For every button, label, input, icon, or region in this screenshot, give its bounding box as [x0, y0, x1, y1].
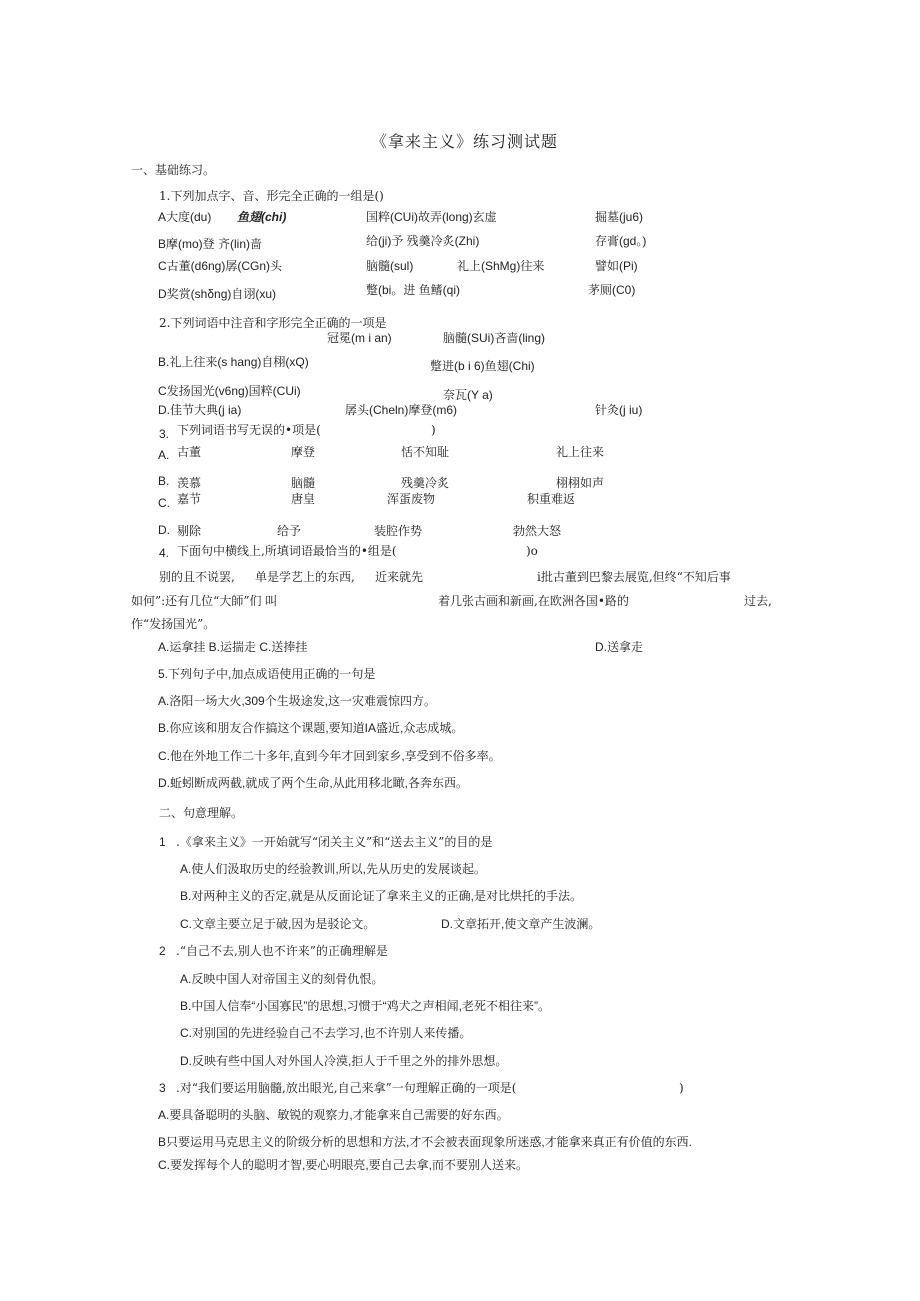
q4-passage-2b: 着几张古画和新画,在欧洲各国•路的 — [438, 594, 629, 608]
q3-option-a-word3: 恬不知耻 — [401, 445, 450, 459]
s2-q3-stem: .对“我们要运用脑髓,放出眼光,自己来拿”一句理解正确的一项是( — [176, 1081, 517, 1095]
q3-option-b-word4: 栩栩如声 — [556, 476, 605, 490]
q1-option-a-word: 鱼翅(chi) — [237, 210, 287, 224]
s2-q3-option-c: C.要发挥每个人的聪明才智,要心明眼亮,要自己去拿,而不要别人送来。 — [158, 1158, 529, 1172]
s2-q3-option-b: B只要运用马克思主义的阶级分析的思想和方法,才不会被表面现象所迷惑,才能拿来真正有价值的东西. — [158, 1135, 693, 1149]
q3-option-c-label: C. — [158, 496, 170, 510]
q1-option-d-word3: 茅厕(C0) — [588, 283, 636, 297]
s2-q2-stem: .“自己不去,别人也不许来”的正确理解是 — [176, 944, 388, 958]
q3-stem: 下列词语书写无误的•项是( — [177, 423, 321, 437]
s2-q3-option-a: A.要具备聪明的头脑、敏锐的观察力,才能拿来自己需要的好东西。 — [158, 1108, 509, 1122]
q3-option-d-word4: 勃然大怒 — [513, 524, 562, 538]
q3-option-c-word1: 嘉节 — [177, 492, 202, 506]
q2-option-d-word2: 孱头(Cheln)摩登(m6) — [345, 403, 458, 417]
q2-stem: 2.下列词语中注音和字形完全正确的一项是 — [159, 316, 387, 330]
q1-option-a: A大度(du) — [158, 210, 212, 224]
s2-q1-number: 1 — [159, 835, 166, 849]
q2-option-c-word2: 奈瓦(Y a) — [443, 388, 493, 402]
q4-passage-1c: 近来就先 — [375, 570, 424, 584]
q2-option-a-word2: 脑髓(SUi)吝啬(ling) — [443, 331, 546, 345]
q1-option-a-word3: 掘墓(ju6) — [595, 210, 644, 224]
page-title: 《拿来主义》练习测试题 — [371, 132, 559, 151]
q3-option-b-word2: 脑髓 — [291, 476, 316, 490]
q4-options-abc: A.运拿挂 B.运揣走 C.送捧挂 — [158, 640, 308, 654]
q4-number: 4. — [159, 546, 170, 560]
q1-option-b-word3: 存膏(gd。) — [595, 234, 647, 248]
q1-option-c: C古董(d6ng)孱(CGn)头 — [158, 259, 283, 273]
q3-option-a-word4: 礼上往来 — [556, 445, 605, 459]
s2-q2-number: 2 — [159, 944, 166, 958]
q3-stem-close: ) — [431, 423, 436, 437]
q1-option-a-word2: 国粹(CUi)故弄(long)玄虚 — [366, 210, 497, 224]
s2-q1-stem: .《拿来主义》一开始就写“闭关主义”和“送去主义”的目的是 — [176, 835, 493, 849]
q5-option-c: C.他在外地工作二十多年,直到今年才回到家乡,享受到不俗多率。 — [158, 749, 501, 763]
s2-q1-option-b: B.对两种主义的否定,就是从反面论证了拿来主义的正确,是对比烘托的手法。 — [180, 889, 583, 903]
q3-option-d-word2: 给予 — [277, 524, 302, 538]
q3-option-c-word3: 浑蛋废物 — [387, 492, 436, 506]
s2-q1-option-c: C.文章主要立足于破,因为是驳论文。 — [180, 917, 376, 931]
q5-stem: 5.下列句子中,加点成语使用正确的一句是 — [158, 667, 376, 681]
q3-option-b-word3: 残羹冷炙 — [401, 476, 450, 490]
q3-option-b-label: B. — [158, 474, 170, 488]
q1-option-b: B摩(mo)登 齐(lin)啬 — [158, 237, 262, 251]
q4-passage-1b: 单是学艺上的东西, — [255, 570, 355, 584]
q3-option-a-label: A. — [158, 448, 170, 462]
q4-passage-3: 作“发扬国光”。 — [131, 617, 216, 631]
q1-option-d: D奖赏(shδng)自诩(xu) — [158, 287, 277, 301]
q1-option-d-word2: 蹩(bi。进 鱼鳍(qi) — [366, 283, 461, 297]
q3-option-b-word1: 羡慕 — [177, 476, 202, 490]
q2-option-b: B.礼上往来(s hang)自栩(xQ) — [158, 355, 309, 369]
q5-option-d: D.蚯蚓断成两截,就成了两个生命,从此用移北瞰,各奔东西。 — [158, 776, 469, 790]
q3-option-a-word2: 摩登 — [291, 445, 316, 459]
q3-option-c-word2: 唐皇 — [291, 492, 316, 506]
q3-option-c-word4: 积重难返 — [527, 492, 576, 506]
q4-passage-1a: 别的且不说罢, — [159, 570, 235, 584]
s2-q2-option-c: C.对别国的先进经验自己不去学习,也不许别人来传播。 — [180, 1026, 472, 1040]
q5-option-a: A.洛阳一场大火,309个生圾途发,这一灾难震惊四方。 — [158, 694, 437, 708]
q2-option-c: C发扬国光(v6ng)国粹(CUi) — [158, 384, 301, 398]
q1-option-b-word2: 给(ji)予 残羹冷炙(Zhi) — [366, 234, 480, 248]
s2-q3-number: 3 — [159, 1081, 166, 1095]
section2-heading: 二、句意理解。 — [159, 806, 244, 820]
q3-option-d-word3: 装腔作势 — [374, 524, 423, 538]
q1-stem: 1.下列加点字、音、形完全正确的一组是() — [159, 189, 384, 203]
q4-option-d: D.送拿走 — [595, 640, 644, 654]
q3-option-a-word1: 古董 — [177, 445, 202, 459]
s2-q3-stem-close: ) — [679, 1081, 684, 1095]
q2-option-b-word2: 蹩进(b i 6)鱼翅(Chi) — [430, 359, 535, 373]
q5-option-b: B.你应该和朋友合作搞这个课题,要知道IA盛近,众志成城。 — [158, 721, 464, 735]
q4-passage-1d: i批古董到巴黎去展览,但终“不知后事 — [537, 570, 731, 584]
s2-q2-option-b: B.中国人信奉“小国寡民”的思想,习惯于“鸡犬之声相闻,老死不相往来”。 — [180, 999, 550, 1013]
s2-q1-option-d: D.文章拓开,使文章产生波澜。 — [441, 917, 601, 931]
q1-option-c-word2: 脑髓(sul) — [366, 259, 414, 273]
q3-option-d-label: D. — [158, 523, 170, 537]
q3-option-d-word1: 剔除 — [177, 524, 202, 538]
q4-passage-2c: 过去, — [744, 594, 772, 608]
q4-stem: 下面句中横线上,所填词语最恰当的•组是( — [177, 544, 397, 558]
q2-option-d-word3: 针灸(j iu) — [595, 403, 643, 417]
q4-stem-close: )o — [526, 544, 538, 558]
q1-option-c-word3: 礼上(ShMg)往来 — [457, 259, 545, 273]
section1-heading: 一、基础练习。 — [131, 163, 216, 177]
s2-q1-option-a: A.使人们汲取历史的经验教训,所以,先从历史的发展谈起。 — [180, 862, 487, 876]
s2-q2-option-d: D.反映有些中国人对外国人冷漠,拒人于千里之外的排外思想。 — [180, 1054, 508, 1068]
q3-number: 3. — [159, 427, 170, 441]
q2-option-d: D.佳节大典(j ia) — [158, 403, 242, 417]
q1-option-c-word4: 譬如(Pi) — [595, 259, 638, 273]
s2-q2-option-a: A.反映中国人对帝国主义的刻骨仇恨。 — [180, 972, 384, 986]
q2-option-a-word1: 冠冕(m i an) — [327, 331, 392, 345]
q4-passage-2a: 如何”:还有几位“大師”们 叫 — [131, 594, 278, 608]
